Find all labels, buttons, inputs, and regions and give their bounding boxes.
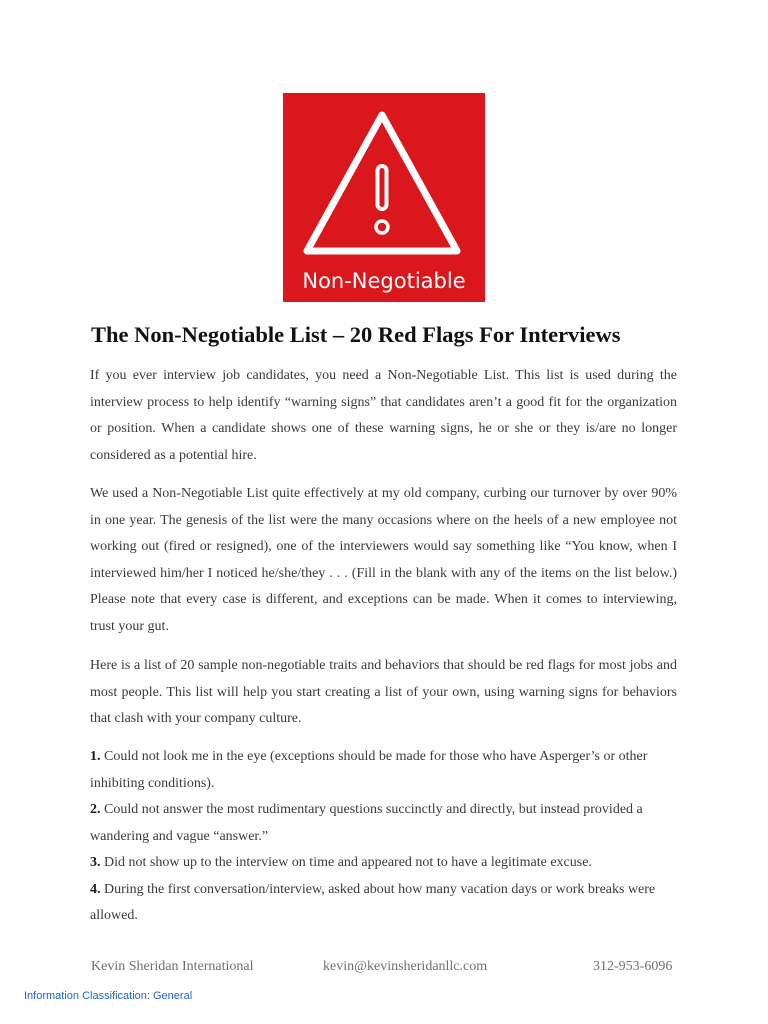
- footer-email: kevin@kevinsheridanllc.com: [323, 959, 488, 974]
- list-item-number: 1.: [90, 749, 101, 764]
- list-item-text: During the first conversation/interview, asked about how many vacation days or work breaks were allowed.: [90, 881, 656, 923]
- list-item: [90, 744, 680, 797]
- footer-phone: 312-953-6096: [593, 959, 673, 974]
- list-item-number: 4.: [90, 881, 101, 897]
- background-paragraph: We used a Non-Negotiable List quite effectively at my old company, curbing our turnover by over 90% in one year. The genesis of the list were the many occasions where on the heels of a new employee not working out (fired or resigned), one of the interviewers would say something like “You know, when I interviewed him/her I noticed he/she/they . . . (Fill in the blank with any of the items on the list below.) Please note that every case is different, and exceptions can be made. When it comes to interviewing, trust your gut.: [90, 486, 677, 634]
- footer-company: Kevin Sheridan International: [91, 959, 254, 974]
- logo-text: Non-Negotiable: [302, 269, 466, 293]
- list-intro-paragraph: Here is a list of 20 sample non-negotiable traits and behaviors that should be red flags for most jobs and most people. This list will help you start creating a list of your own, using warning signs for behaviors that clash with your company culture.: [90, 658, 677, 726]
- list-item: [90, 850, 680, 877]
- list-item-text: Could not look me in the eye (exceptions should be made for those who have Asperger’s or other inhibiting conditions).: [90, 749, 648, 791]
- intro-paragraph: If you ever interview job candidates, you need a Non-Negotiable List. This list is used during the interview process to help identify “warning signs” that candidates aren’t a good fit for the organization or position. When a candidate shows one of these warning signs, he or she or they is/are no longer considered as a potential hire.: [90, 368, 677, 463]
- list-item: [90, 797, 680, 850]
- list-item-number: 2.: [90, 802, 101, 817]
- red-flags-list: [90, 744, 680, 930]
- page-title: The Non-Negotiable List – 20 Red Flags For Interviews: [91, 322, 621, 347]
- list-item: [90, 877, 680, 930]
- list-item-number: 3.: [90, 855, 101, 870]
- classification-label: Information Classification: General: [24, 990, 193, 1002]
- non-negotiable-logo: [283, 93, 485, 302]
- list-item-text: Did not show up to the interview on time and appeared not to have a legitimate excuse.: [104, 855, 592, 870]
- list-item-text: Could not answer the most rudimentary questions succinctly and directly, but instead provided a wandering and vague “answer.”: [90, 802, 643, 844]
